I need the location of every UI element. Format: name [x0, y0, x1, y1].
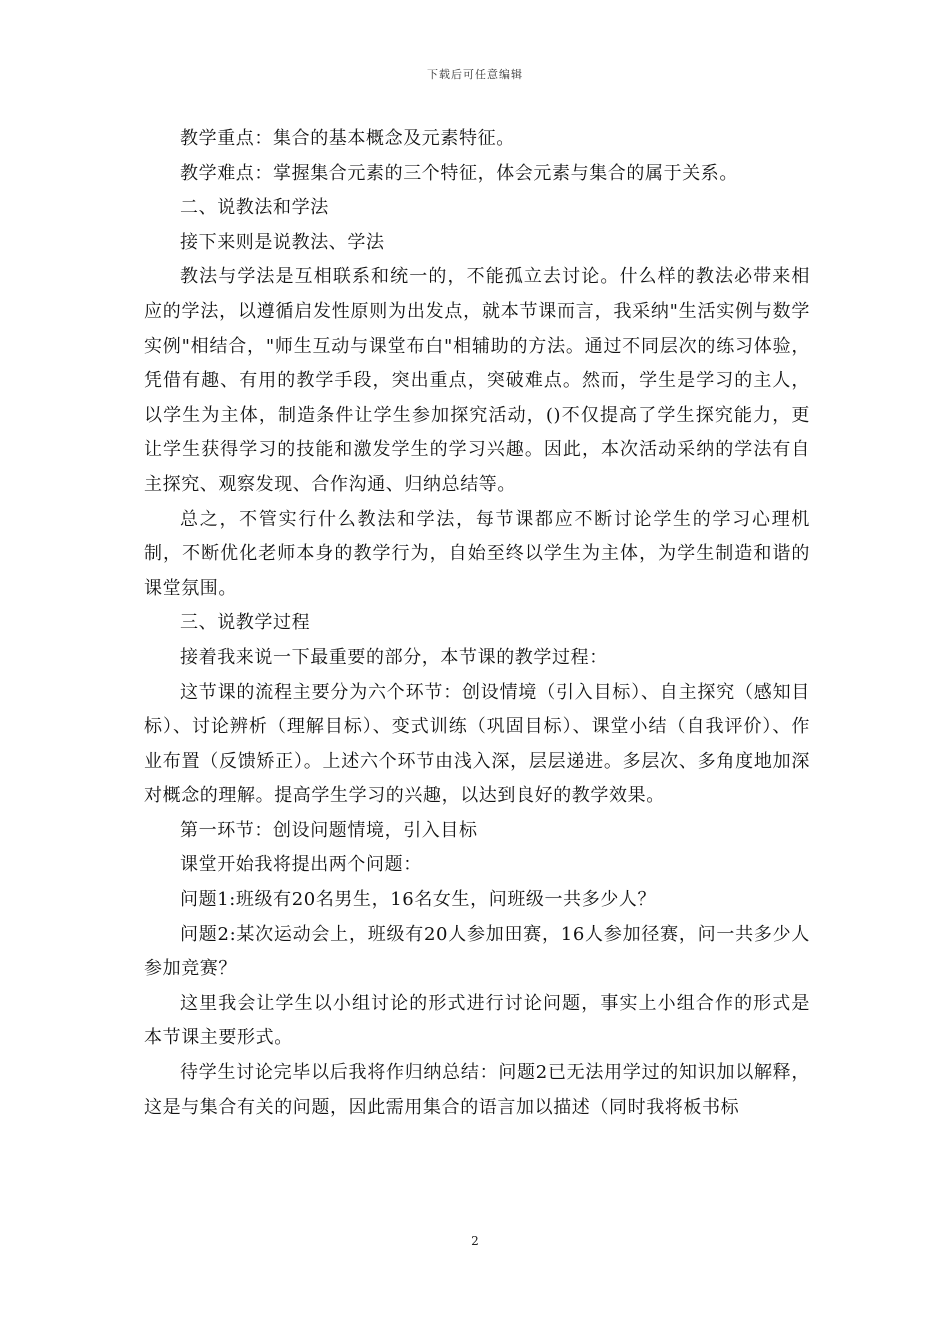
paragraph-teaching-focus: 教学重点：集合的基本概念及元素特征。: [180, 128, 515, 149]
paragraph-methods-summary: 总之，不管实行什么教法和学法，每节课都应不断讨论学生的学习心理机制，不断优化老师本身的教学行为，自始至终以学生为主体，为学生制造和谐的课堂氛围。: [144, 508, 810, 599]
paragraph-group-discussion: 这里我会让学生以小组讨论的形式进行讨论问题，事实上小组合作的形式是本节课主要形式。: [144, 992, 810, 1049]
paragraph-methods-body: 教法与学法是互相联系和统一的，不能孤立去讨论。什么样的教法必带来相应的学法，以遵循启发性原则为出发点，就本节课而言，我采纳"生活实例与数学实例"相结合，"师生互动与课堂布白"相辅助的方法。通过不同层次的练习体验，凭借有趣、有用的教学手段，突出重点，突破难点。然而，学生是学习的主人，以学生为主体，制造条件让学生参加探究活动，()不仅提高了学生探究能力，更让学生获得学习的技能和激发学生的学习兴趣。因此，本次活动采纳的学法有自主探究、观察发现、合作沟通、归纳总结等。: [144, 266, 810, 495]
paragraph-questions-intro: 课堂开始我将提出两个问题：: [180, 854, 422, 876]
paragraph-process-steps: 这节课的流程主要分为六个环节：创设情境（引入目标）、自主探究（感知目标）、讨论辨析（理解目标）、变式训练（巩固目标）、课堂小结（自我评价）、作业布置（反馈矫正）。上述六个环节由浅入深，层层递进。多层次、多角度地加深对概念的理解。提高学生学习的兴趣，以达到良好的教学效果。: [144, 681, 810, 807]
paragraph-question-1: 问题1:班级有20名男生，16名女生，问班级一共多少人？: [180, 889, 657, 911]
section-heading-methods: 二、说教法和学法: [180, 197, 329, 219]
paragraph-methods-intro: 接下来则是说教法、学法: [180, 231, 385, 253]
paragraph-conclusion: 待学生讨论完毕以后我将作归纳总结：问题2已无法用学过的知识加以解释，这是与集合有关的问题，因此需用集合的语言加以描述（同时我将板书标: [144, 1062, 810, 1118]
document-body: [144, 122, 810, 1125]
paragraph-teaching-difficulty: 教学难点：掌握集合元素的三个特征，体会元素与集合的属于关系。: [180, 162, 738, 184]
page-header: 下载后可任意编辑: [427, 68, 523, 81]
section-heading-process: 三、说教学过程: [180, 612, 311, 634]
paragraph-question-2: 问题2:某次运动会上，班级有20人参加田赛，16人参加径赛，问一共多少人参加竞赛？: [144, 923, 810, 980]
paragraph-step-one-heading: 第一环节：创设问题情境，引入目标: [180, 819, 478, 841]
paragraph-process-intro: 接着我来说一下最重要的部分，本节课的教学过程：: [180, 646, 608, 668]
page-number: 2: [471, 1234, 479, 1248]
